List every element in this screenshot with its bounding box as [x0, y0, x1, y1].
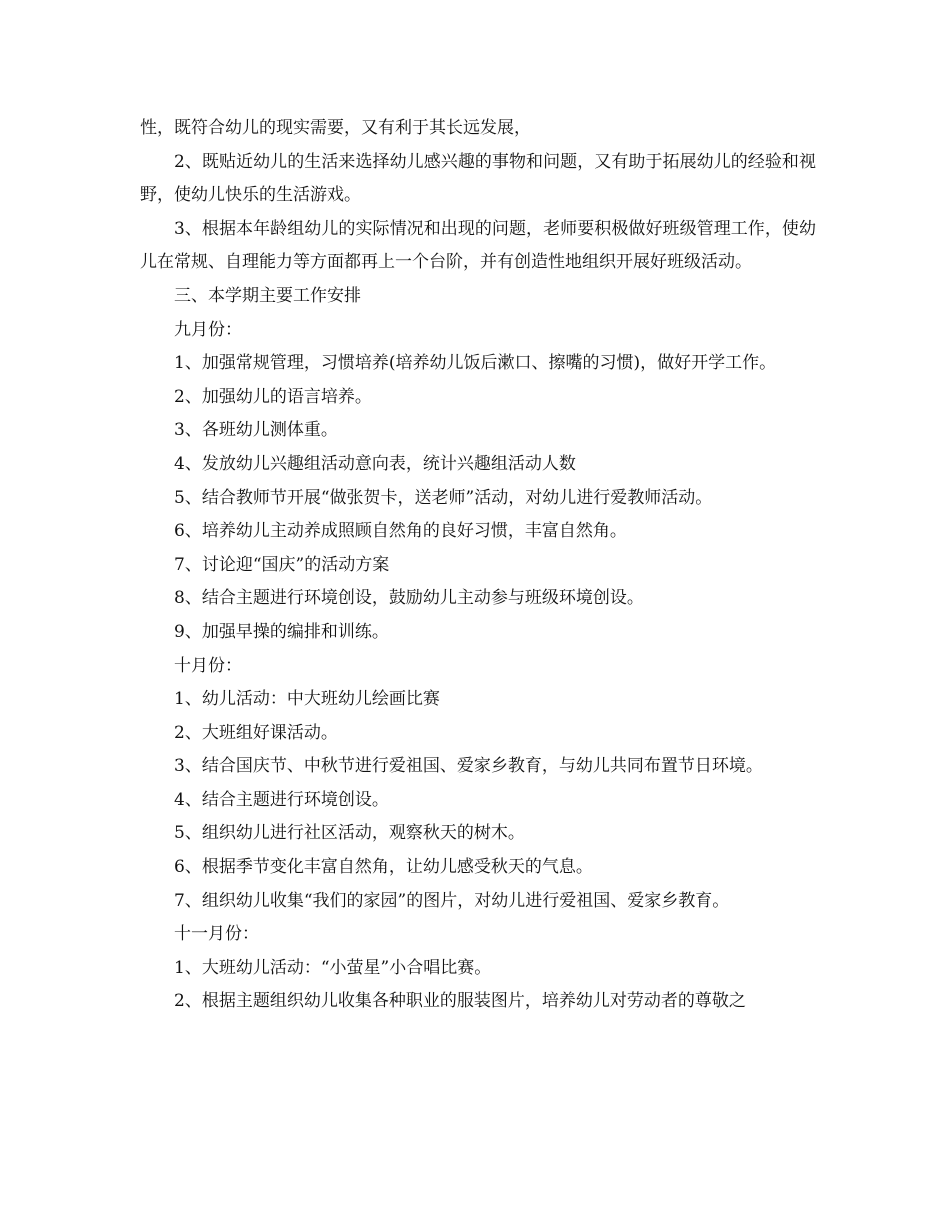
list-item: 6、根据季节变化丰富自然角，让幼儿感受秋天的气息。 [174, 857, 593, 878]
list-item: 4、发放幼儿兴趣组活动意向表，统计兴趣组活动人数 [174, 453, 576, 474]
paragraph-item-2: 2、既贴近幼儿的生活来选择幼儿感兴趣的事物和问题，又有助于拓展幼儿的经验和视野，使幼儿快乐的生活游戏。 [140, 151, 816, 206]
list-item: 5、组织幼儿进行社区活动，观察秋天的树木。 [174, 823, 525, 844]
list-item: 7、讨论迎“国庆”的活动方案 [174, 554, 390, 575]
list-item: 5、结合教师节开展“做张贺卡，送老师”活动，对幼儿进行爱教师活动。 [174, 487, 713, 508]
document-body [140, 112, 816, 1019]
list-item: 1、幼儿活动：中大班幼儿绘画比赛 [174, 689, 440, 710]
list-item: 2、根据主题组织幼儿收集各种职业的服装图片，培养幼儿对劳动者的尊敬之 [174, 991, 746, 1012]
month-heading-september: 九月份： [174, 319, 242, 340]
list-item: 4、结合主题进行环境创设。 [174, 789, 389, 810]
paragraph-item-3: 3、根据本年龄组幼儿的实际情况和出现的问题，老师要积极做好班级管理工作，使幼儿在常规、自理能力等方面都再上一个台阶，并有创造性地组织开展好班级活动。 [140, 218, 816, 273]
list-item: 1、加强常规管理，习惯培养(培养幼儿饭后漱口、擦嘴的习惯)，做好开学工作。 [174, 353, 777, 374]
list-item: 1、大班幼儿活动：“小萤星”小合唱比赛。 [174, 957, 492, 978]
list-item: 7、组织幼儿收集“我们的家园”的图片，对幼儿进行爱祖国、爱家乡教育。 [174, 890, 730, 911]
list-item: 3、结合国庆节、中秋节进行爱祖国、爱家乡教育，与幼儿共同布置节日环境。 [174, 756, 763, 777]
month-heading-november: 十一月份： [174, 924, 259, 945]
list-item: 6、培养幼儿主动养成照顾自然角的良好习惯，丰富自然角。 [174, 521, 627, 542]
section-heading-work-plan: 三、本学期主要工作安排 [174, 285, 361, 306]
paragraph-continuation: 性，既符合幼儿的现实需要，又有利于其长远发展， [140, 118, 531, 138]
list-item: 3、各班幼儿测体重。 [174, 420, 338, 441]
list-item: 8、结合主题进行环境创设，鼓励幼儿主动参与班级环境创设。 [174, 588, 644, 609]
list-item: 2、加强幼儿的语言培养。 [174, 386, 372, 407]
list-item: 2、大班组好课活动。 [174, 722, 338, 743]
list-item: 9、加强早操的编排和训练。 [174, 621, 389, 642]
month-heading-october: 十月份： [174, 655, 242, 676]
